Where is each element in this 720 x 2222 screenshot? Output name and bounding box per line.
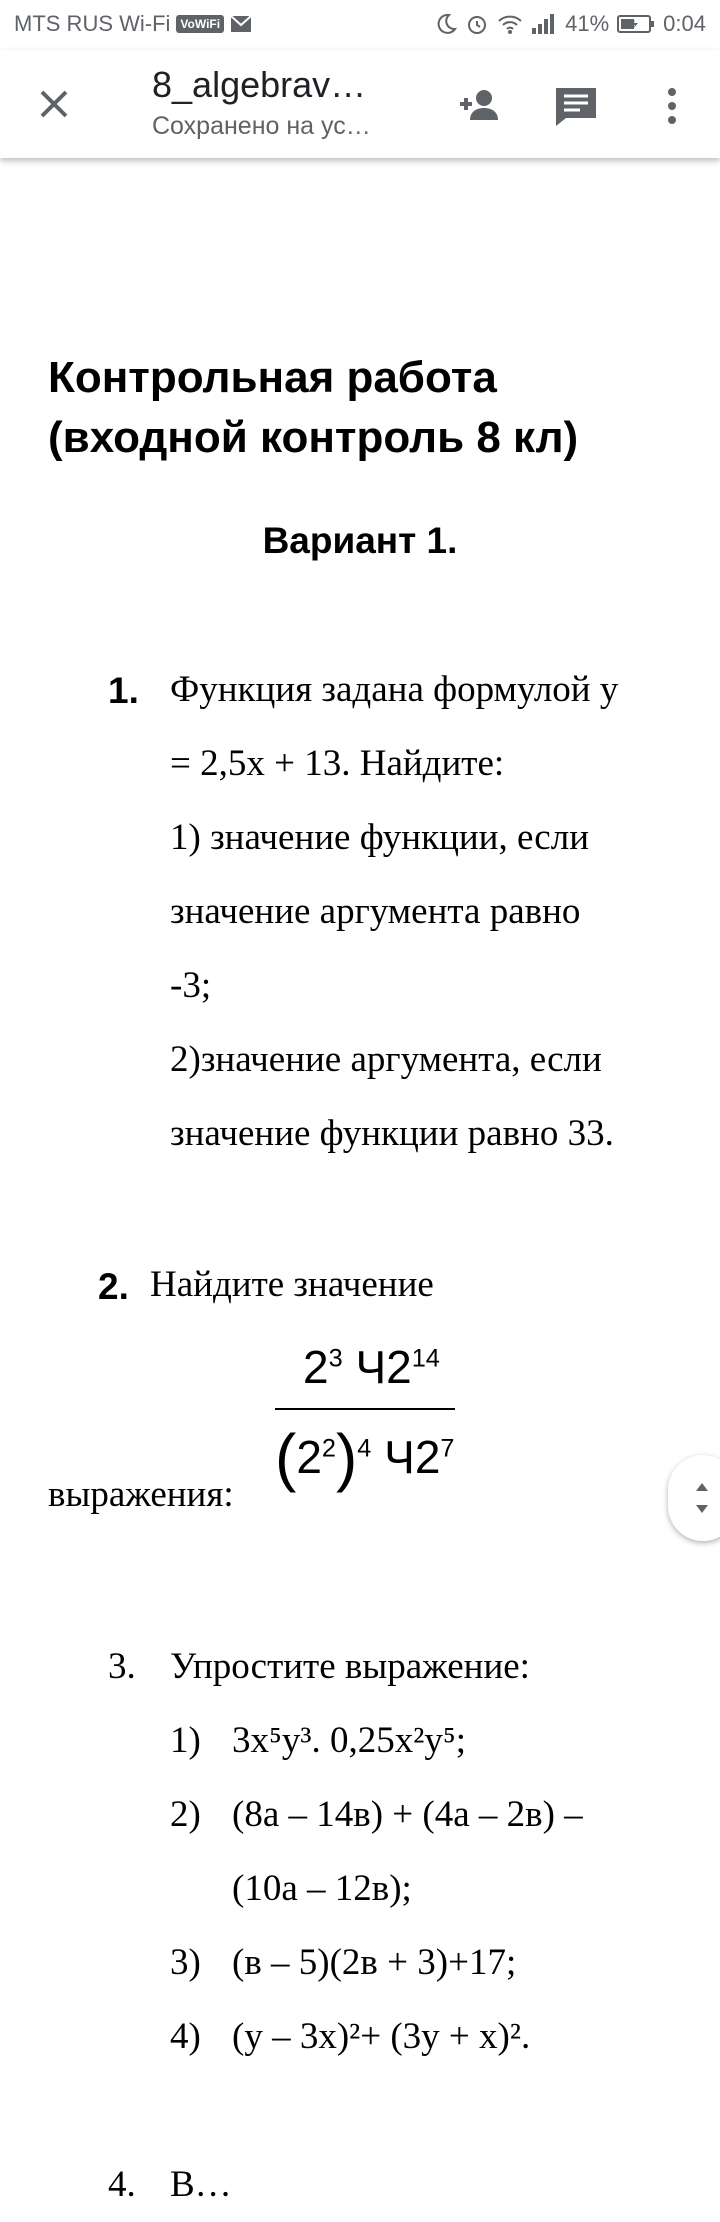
scroll-arrows-icon bbox=[682, 1455, 720, 1541]
document-title: 8_algebrav… bbox=[152, 64, 367, 105]
task1-line: значение аргумента равно bbox=[170, 891, 581, 932]
task4-number: 4. bbox=[108, 2164, 136, 2205]
task3-text: Упростите выражение: bbox=[170, 1646, 530, 1687]
page-heading: Контрольная работа (входной контроль 8 кл) bbox=[48, 353, 579, 462]
app-bar bbox=[0, 50, 720, 158]
task3-item: (10а – 12в); bbox=[232, 1868, 412, 1909]
comment-icon[interactable] bbox=[552, 82, 600, 130]
task2-text: Найдите значение bbox=[150, 1264, 434, 1305]
alarm-icon bbox=[465, 12, 489, 36]
task1-line: 2)значение аргумента, если bbox=[170, 1039, 602, 1080]
document-title-block bbox=[152, 64, 422, 141]
more-vert-icon[interactable] bbox=[648, 82, 696, 130]
task1-line: -3; bbox=[170, 965, 212, 1006]
fraction-numerator: $2^3$ $Ч2^{14}$ bbox=[303, 1341, 440, 1393]
clock: 0:04 bbox=[663, 11, 706, 36]
save-status: Сохранено на ус… bbox=[152, 112, 371, 140]
task2-text2: выражения: bbox=[48, 1474, 234, 1515]
moon-icon bbox=[435, 13, 457, 35]
task3-item-number: 4) bbox=[170, 2016, 201, 2057]
task1-line: значение функции равно 33. bbox=[170, 1113, 614, 1154]
fraction-bar bbox=[275, 1408, 455, 1410]
variant-label: Вариант 1. bbox=[262, 520, 458, 561]
mail-icon bbox=[230, 15, 252, 33]
fraction-denominator: $(2^2)^4$ $Ч2^7$ bbox=[275, 1421, 455, 1493]
task1-line: Функция задана формулой у bbox=[170, 669, 619, 710]
document-page bbox=[0, 158, 720, 2205]
task2-number: 2. bbox=[98, 1266, 129, 1307]
scroll-handle[interactable] bbox=[668, 1455, 720, 1541]
task1-line: = 2,5х + 13. Найдите: bbox=[170, 743, 505, 784]
task1-line: 1) значение функции, если bbox=[170, 817, 589, 858]
task3-item: 3х⁵у³. 0,25х²у⁵; bbox=[232, 1720, 467, 1761]
add-person-icon[interactable] bbox=[456, 82, 504, 130]
task1-number: 1. bbox=[108, 670, 139, 711]
carrier-label: MTS RUS Wi-Fi bbox=[14, 11, 171, 36]
battery-icon bbox=[617, 14, 655, 34]
task3-item-number: 1) bbox=[170, 1720, 201, 1761]
task3-item-number: 2) bbox=[170, 1794, 201, 1835]
wifi-icon bbox=[497, 13, 523, 35]
task3-item: (у – 3х)²+ (3у + х)². bbox=[232, 2016, 531, 2057]
close-icon[interactable] bbox=[32, 82, 76, 126]
vowifi-badge: VoWiFi bbox=[176, 15, 224, 33]
task3-item: (в – 5)(2в + 3)+17; bbox=[232, 1942, 517, 1983]
signal-icon bbox=[531, 14, 557, 34]
status-bar bbox=[0, 0, 720, 50]
task3-item-number: 3) bbox=[170, 1942, 201, 1983]
task3-item: (8а – 14в) + (4а – 2в) – bbox=[232, 1794, 583, 1835]
battery-percent: 41% bbox=[565, 11, 610, 36]
task4-text: В… bbox=[170, 2164, 232, 2205]
task3-number: 3. bbox=[108, 1646, 136, 1687]
